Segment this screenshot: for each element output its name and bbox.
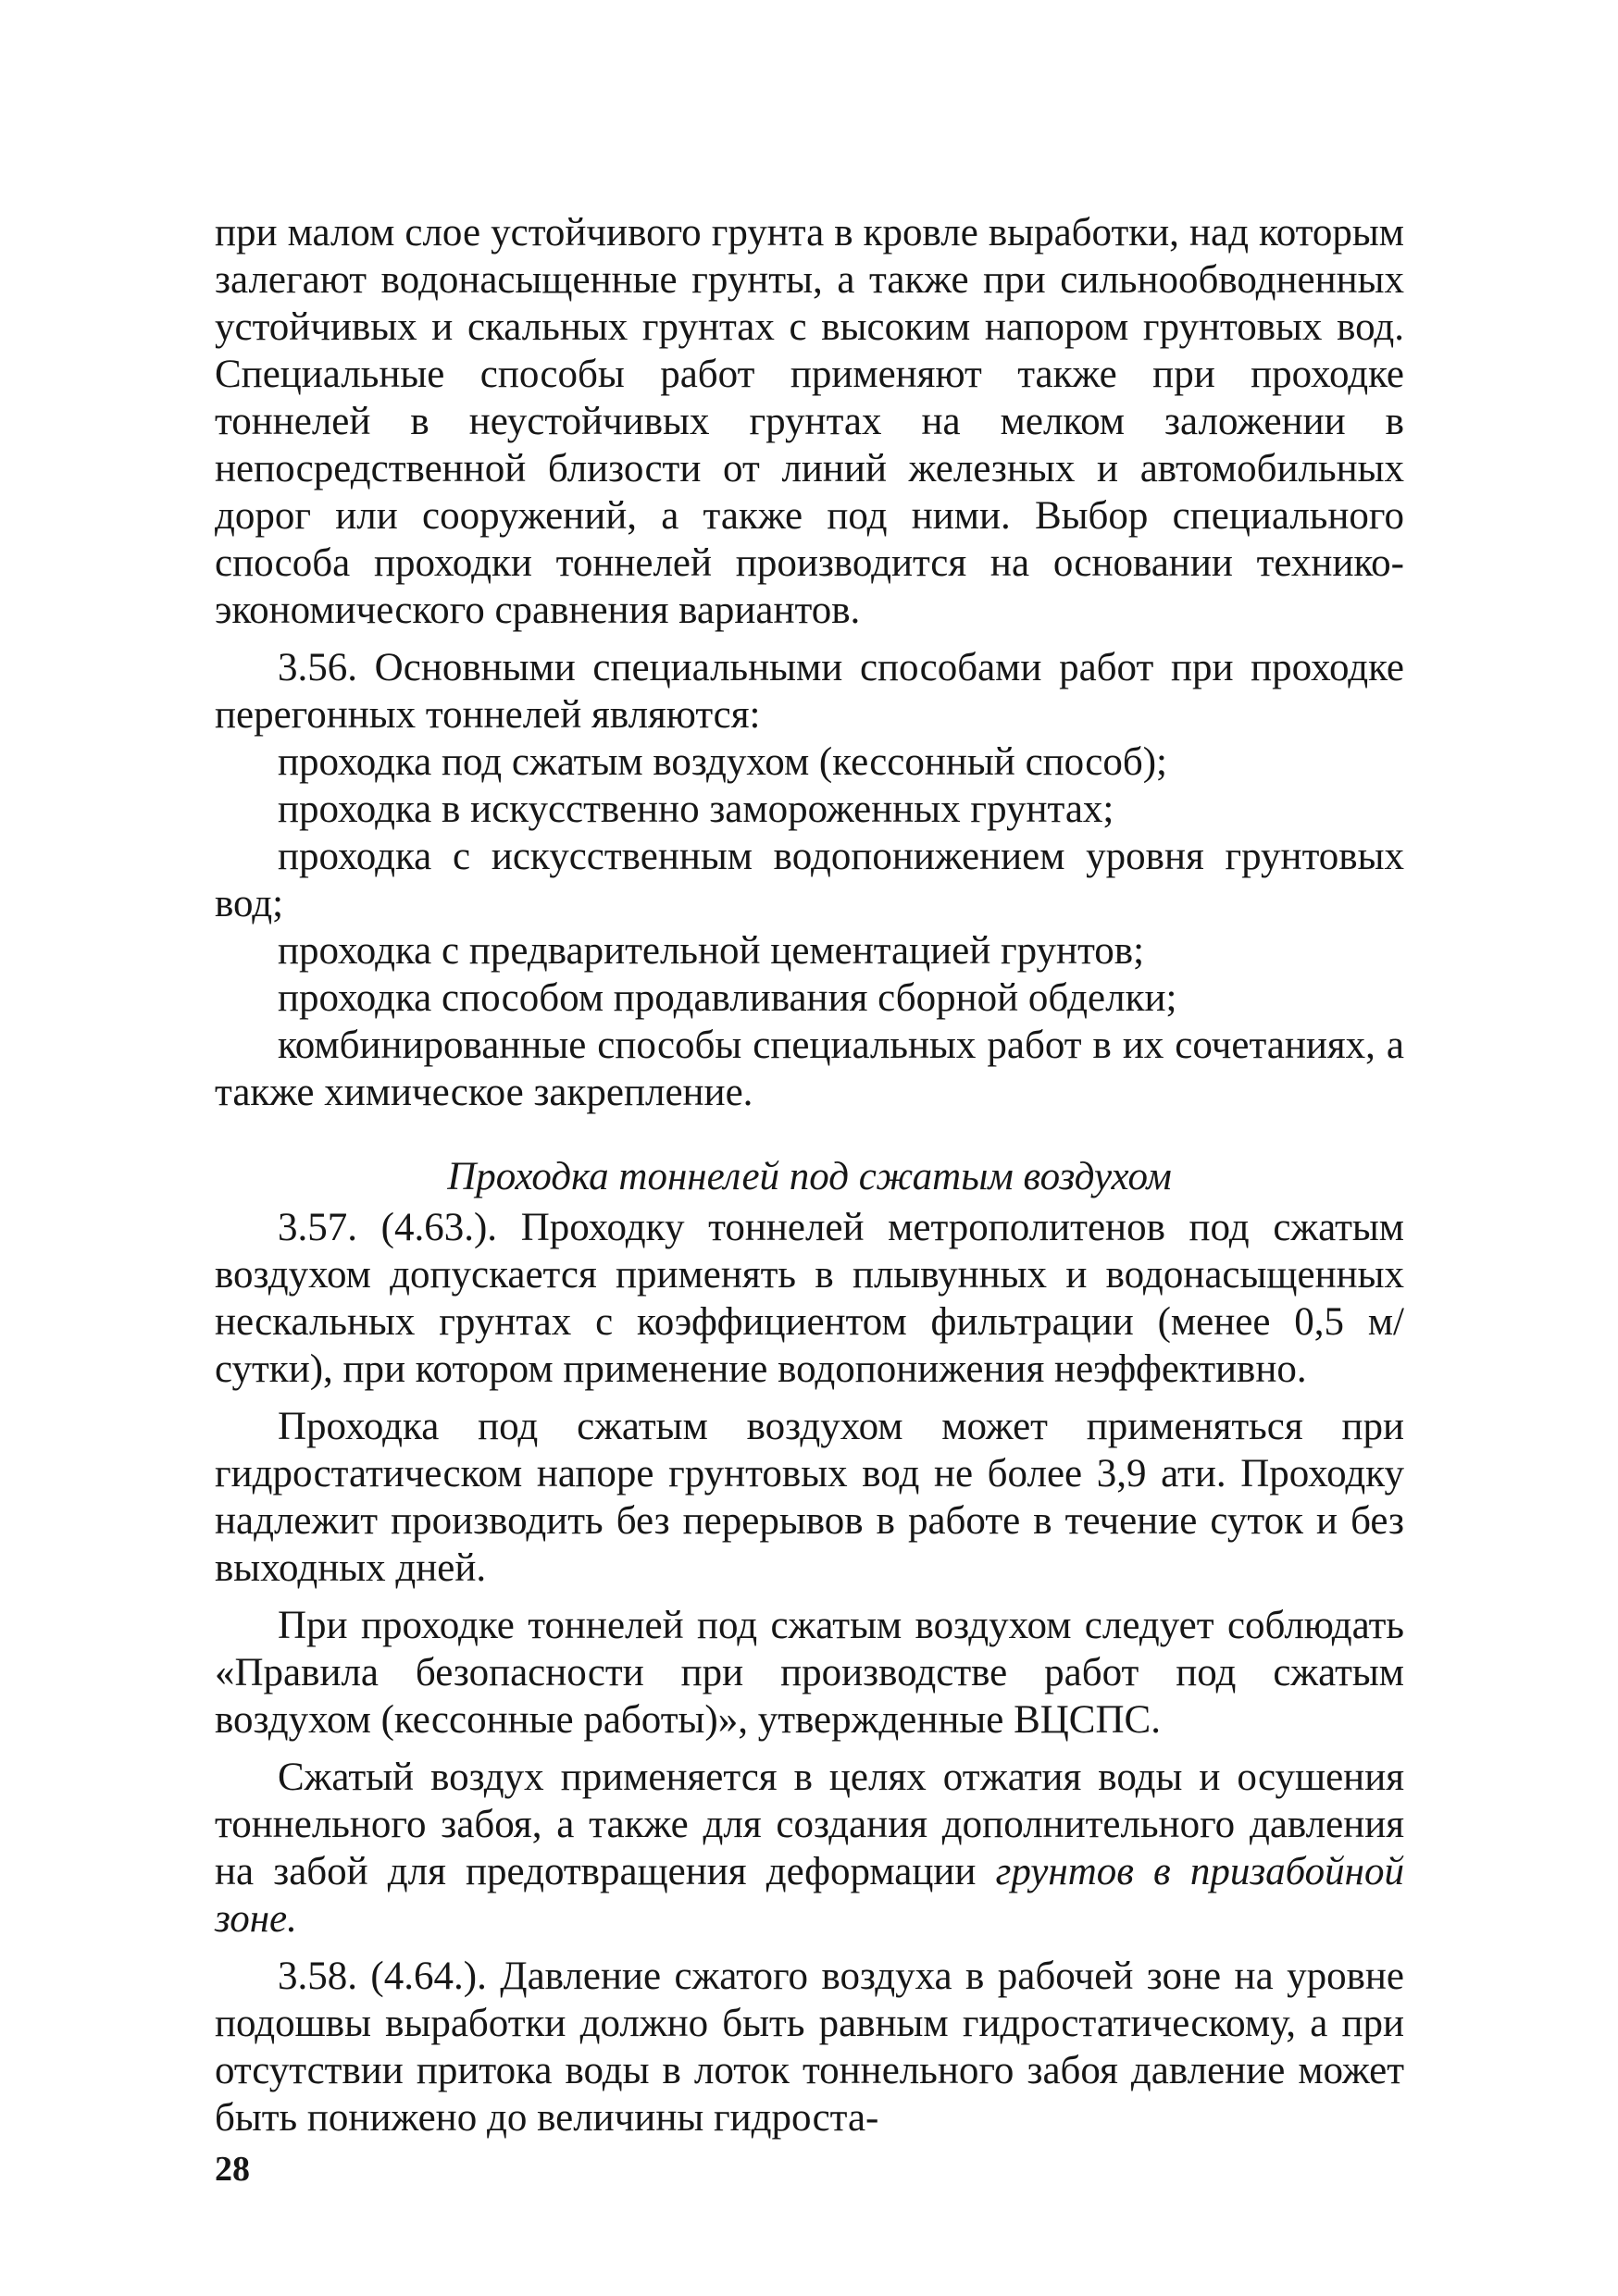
list-item-cementation: проходка с предварительной цементацией грунтов;	[278, 929, 1145, 973]
paragraph-compressed-air-purpose	[215, 1754, 1404, 1942]
list-item-combined: комбинированные способы специальных работ в их сочетаниях, а также химическое закрепление.	[215, 1024, 1404, 1114]
paragraph-safety-rules: При проходке тоннелей под сжатым воздухом следует соблюдать «Правила безопасности при производстве работ под сжатым воздухом (кессонные работы)», утвержденные ВЦСПС.	[215, 1604, 1404, 1742]
body-text	[215, 209, 1404, 2141]
paragraph-compressed-air-text: Сжатый воздух применяется в целях отжатия воды и осушения тоннельного забоя, а также для создания дополнительного давления на забой для предотвращения деформации	[215, 1756, 1404, 1893]
paragraph-3-56: 3.56. Основными специальными способами работ при проходке перегонных тоннелей являются:	[215, 646, 1404, 737]
paragraph-pressure-limit: Проходка под сжатым воздухом может применяться при гидростатическом напоре грунтовых вод не более 3,9 ати. Проходку надлежит производить без перерывов в работе в течение суток и без выходных дней.	[215, 1405, 1404, 1590]
paragraph-3-58: 3.58. (4.64.). Давление сжатого воздуха в рабочей зоне на уровне подошвы выработки должно быть равным гидростатическому, а при отсутствии притока воды в лоток тоннельного забоя давление может быть понижено до величины гидроста-	[215, 1955, 1404, 2140]
page-number: 28	[215, 2150, 250, 2189]
list-item-caisson: проходка под сжатым воздухом (кессонный способ);	[278, 740, 1167, 784]
section-heading: Проходка тоннелей под сжатым воздухом	[447, 1155, 1172, 1198]
paragraph-intro: при малом слое устойчивого грунта в кровле выработки, над которым залегают водонасыщенные грунты, а также при сильнообводненных устойчивых и скальных грунтах с высоким напором грунтовых вод. Специальные способы работ применяют также при проходке тоннелей в неустойчивых грунтах на мелком заложении в непосредственной близости от линий железных и автомобильных дорог или сооружений, а также под ними. Выбор специального способа проходки тоннелей производится на основании технико-экономического сравнения вариантов.	[215, 211, 1404, 632]
paragraph-3-57: 3.57. (4.63.). Проходку тоннелей метрополитенов под сжатым воздухом допускается применять в плывунных и водонасыщенных нескальных грунтах с коэффициентом фильтрации (менее 0,5 м/сутки), при котором применение водопонижения неэффективно.	[215, 1206, 1404, 1391]
list-item-dewatering: проходка с искусственным водопонижением уровня грунтовых вод;	[215, 835, 1404, 925]
paragraph-compressed-air-italic: грунтов в призабойной зоне.	[215, 1850, 1404, 1941]
list-item-frozen: проходка в искусственно замороженных грунтах;	[278, 788, 1114, 831]
list-item-pushing: проходка способом продавливания сборной обделки;	[278, 976, 1177, 1020]
